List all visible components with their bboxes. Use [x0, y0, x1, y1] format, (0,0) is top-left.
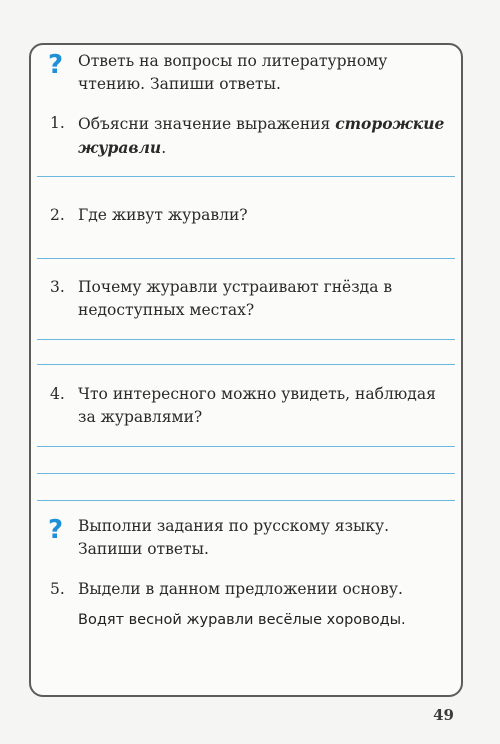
answer-line-4a[interactable]: [37, 446, 455, 447]
question-mark-icon: ?: [48, 50, 64, 80]
question-4-number: 4.: [50, 385, 65, 403]
answer-line-4b[interactable]: [37, 473, 455, 474]
answer-line-4c[interactable]: [37, 500, 455, 501]
answer-line-3a[interactable]: [37, 339, 455, 340]
answer-line-2[interactable]: [37, 258, 455, 259]
section2-instruction: Выполни задания по русскому языку. Запиши ответы.: [78, 517, 390, 558]
question-1-number: 1.: [50, 114, 65, 132]
task-5-text: Выдели в данном предложении основу.: [78, 580, 403, 598]
answer-line-1[interactable]: [37, 176, 455, 177]
section1-instruction: Ответь на вопросы по литературному чтению. Запиши ответы.: [78, 52, 388, 93]
question-1-term: сторожкие журавли: [78, 114, 445, 157]
answer-line-3b[interactable]: [37, 364, 455, 365]
question-2-text: Где живут журавли?: [78, 206, 248, 224]
task-5-sentence[interactable]: Водят весной журавли весёлые хороводы.: [78, 612, 406, 628]
question-1-text-after: .: [161, 139, 167, 157]
page-number: 49: [433, 706, 454, 724]
question-2-number: 2.: [50, 206, 65, 224]
task-5-number: 5.: [50, 580, 65, 598]
question-1-text: [78, 112, 450, 160]
question-3-text: Почему журавли устраивают гнёзда в недоступных местах?: [78, 278, 393, 319]
question-4-text: Что интересного можно увидеть, наблюдая за журавлями?: [78, 385, 436, 426]
question-3-number: 3.: [50, 278, 65, 296]
question-mark-icon: ?: [48, 515, 64, 545]
question-1-text-before: Объясни значение выражения: [78, 115, 336, 133]
